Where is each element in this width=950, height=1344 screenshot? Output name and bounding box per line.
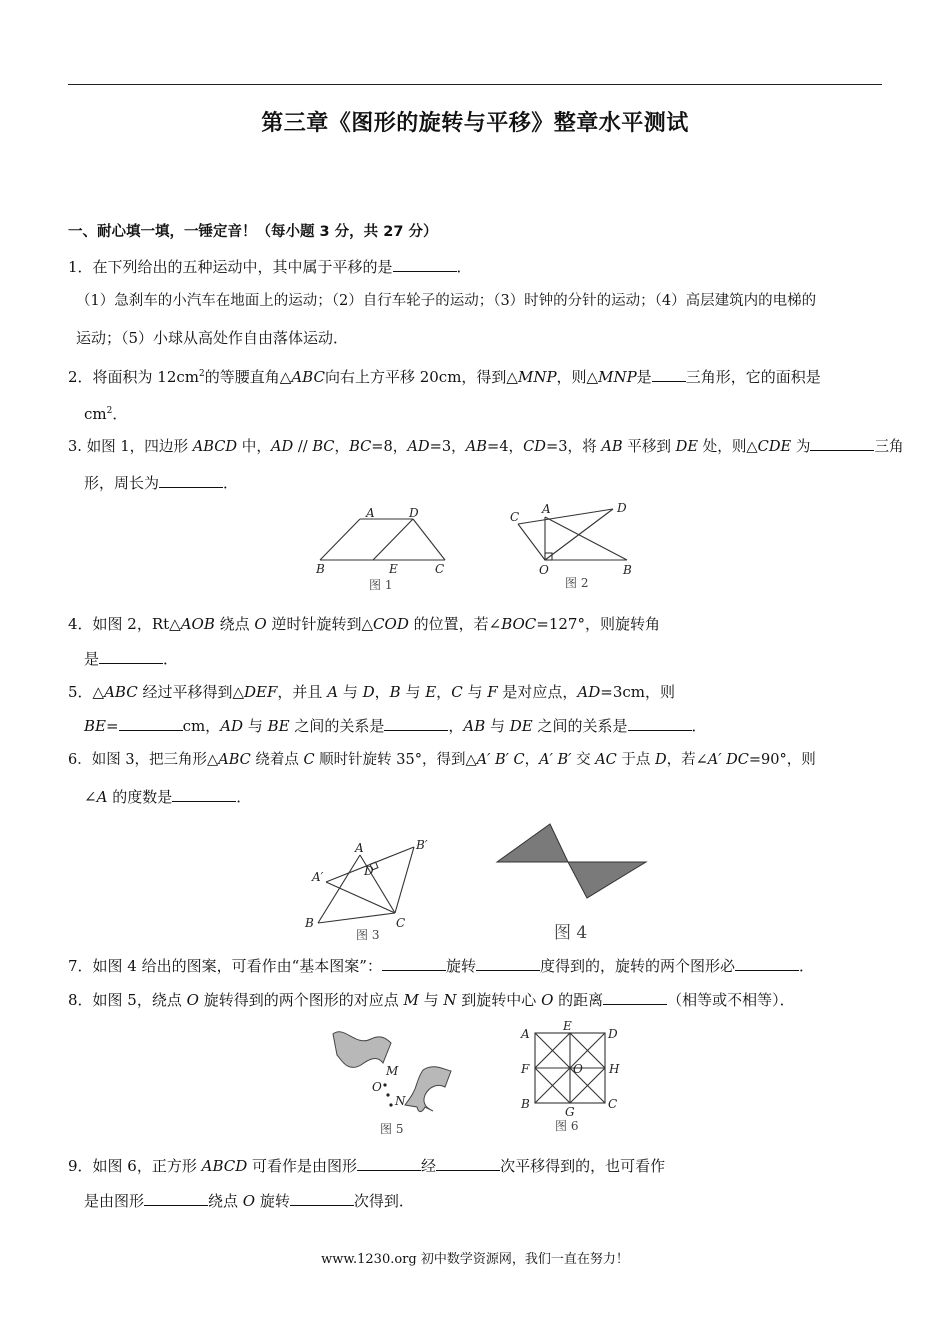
answer-blank[interactable] [628,716,692,731]
answer-blank[interactable] [144,1191,208,1206]
answer-blank[interactable] [384,716,448,731]
question-2-cont: $cm^2$． [84,405,128,423]
label-d: D [617,501,627,515]
question-1-options: （1）急刹车的小汽车在地面上的运动；（2）自行车轮子的运动；（3）时钟的分针的运动；（4）高层建筑内的电梯的 [76,293,817,309]
question-2: 2．将面积为 $12cm^2$的等腰直角△ABC向右上方平移 20cm，得到△MNP，则△MNP是 三角形，它的面积是 [68,368,821,386]
point-o [386,1093,389,1096]
figure-4 [492,820,652,945]
label-b: B [305,916,314,930]
question-3-cont: 形，周长为 ． [84,474,239,492]
section-heading: 一、耐心填一填，一锤定音！（每小题 3 分，共 27 分） [68,224,438,240]
label-o: O [573,1062,583,1076]
question-1-options-cont: 运动；（5）小球从高处作自由落体运动． [76,329,349,347]
question-4: 4．如图 2，Rt△AOB 绕点 O 逆时针旋转到△COD 的位置，若∠BOC=127°，则旋转角 [68,615,660,633]
wavy-shape-bottom [405,1067,451,1112]
label-d: D [608,1027,618,1041]
figure-5 [325,1025,470,1140]
answer-blank[interactable] [382,956,446,971]
label-b-prime: B′ [416,838,428,852]
answer-blank[interactable] [603,990,667,1005]
shaded-triangle-left [497,824,568,862]
question-6-cont: ∠A 的度数是 ． [84,788,252,806]
label-d: D [409,506,419,520]
label-a-prime: A′ [312,870,324,884]
question-7: 7．如图 4 给出的图案，可看作由“基本图案”： 旋转 度得到的，旋转的两个图形必 ． [68,957,815,975]
answer-blank[interactable] [652,367,686,382]
answer-blank[interactable] [810,436,874,451]
label-a: A [355,841,364,855]
question-3: 3. 如图 1，四边形 ABCD 中，AD // BC，BC=8，AD=3，AB=4，CD=3，将 AB 平移到 DE 处，则△CDE 为 三角 [68,438,904,455]
answer-blank[interactable] [172,787,236,802]
label-a: A [521,1027,530,1041]
figure-1-caption: 图 1 [369,578,393,592]
label-a: A [366,506,375,520]
point-m [383,1083,386,1086]
page-title: 第三章《图形的旋转与平移》整章水平测试 [261,111,689,136]
question-5: 5．△ABC 经过平移得到△DEF，并且 A 与 D，B 与 E，C 与 F 是对应点，AD=3cm，则 [68,683,676,701]
label-d: D [364,864,374,878]
question-6: 6．如图 3，把三角形△ABC 绕着点 C 顺时针旋转 35°，得到△A′ B′ C，A′ B′ 交 AC 于点 D，若∠A′ DC=90°，则 [68,752,816,768]
question-1: 1．在下列给出的五种运动中，其中属于平移的是 ． [68,258,472,276]
figure-6-caption: 图 6 [555,1119,579,1133]
label-c: C [396,916,406,930]
header-rule [68,84,882,85]
question-9-cont: 是由图形 绕点 O 旋转 次得到． [84,1192,414,1210]
figure-3-caption: 图 3 [356,928,380,942]
figure-1 [305,500,465,595]
label-b: B [521,1097,530,1111]
figure-3 [298,835,438,945]
answer-blank[interactable] [119,716,183,731]
figure-2 [505,498,645,596]
figure-2-caption: 图 2 [565,576,589,590]
label-b: B [623,563,632,577]
wavy-shape-top [333,1032,391,1068]
label-c: C [435,562,445,576]
label-f: F [521,1062,530,1076]
question-5-cont: BE= cm，AD 与 BE 之间的关系是 ，AB 与 DE 之间的关系是 ． [84,717,707,735]
figure-5-caption: 图 5 [380,1122,404,1136]
label-a: A [542,502,551,516]
question-8: 8．如图 5，绕点 O 旋转得到的两个图形的对应点 M 与 N 到旋转中心 O 的距离 （相等或不相等）． [68,991,795,1009]
figure-4-caption: 图 4 [554,923,588,943]
page-footer: www.1230.org 初中数学资源网，我们一直在努力！ [321,1252,629,1267]
question-4-cont: 是 ． [84,650,179,668]
answer-blank[interactable] [393,257,457,272]
label-g: G [565,1105,575,1119]
label-m: M [386,1064,399,1078]
label-n: N [395,1094,406,1108]
answer-blank[interactable] [99,649,163,664]
answer-blank[interactable] [159,473,223,488]
answer-blank[interactable] [436,1156,500,1171]
figure-6 [515,1020,630,1138]
label-c: C [510,510,520,524]
answer-blank[interactable] [290,1191,354,1206]
shaded-triangle-right [568,862,646,898]
label-b: B [316,562,325,576]
label-c: C [608,1097,618,1111]
label-o: O [372,1080,382,1094]
answer-blank[interactable] [476,956,540,971]
point-n [389,1103,392,1106]
question-9: 9．如图 6，正方形 ABCD 可看作是由图形 经 次平移得到的，也可看作 [68,1157,666,1175]
answer-blank[interactable] [357,1156,421,1171]
label-o: O [539,563,549,577]
label-e: E [563,1020,572,1033]
label-e: E [389,562,398,576]
answer-blank[interactable] [735,956,799,971]
label-h: H [609,1062,620,1076]
